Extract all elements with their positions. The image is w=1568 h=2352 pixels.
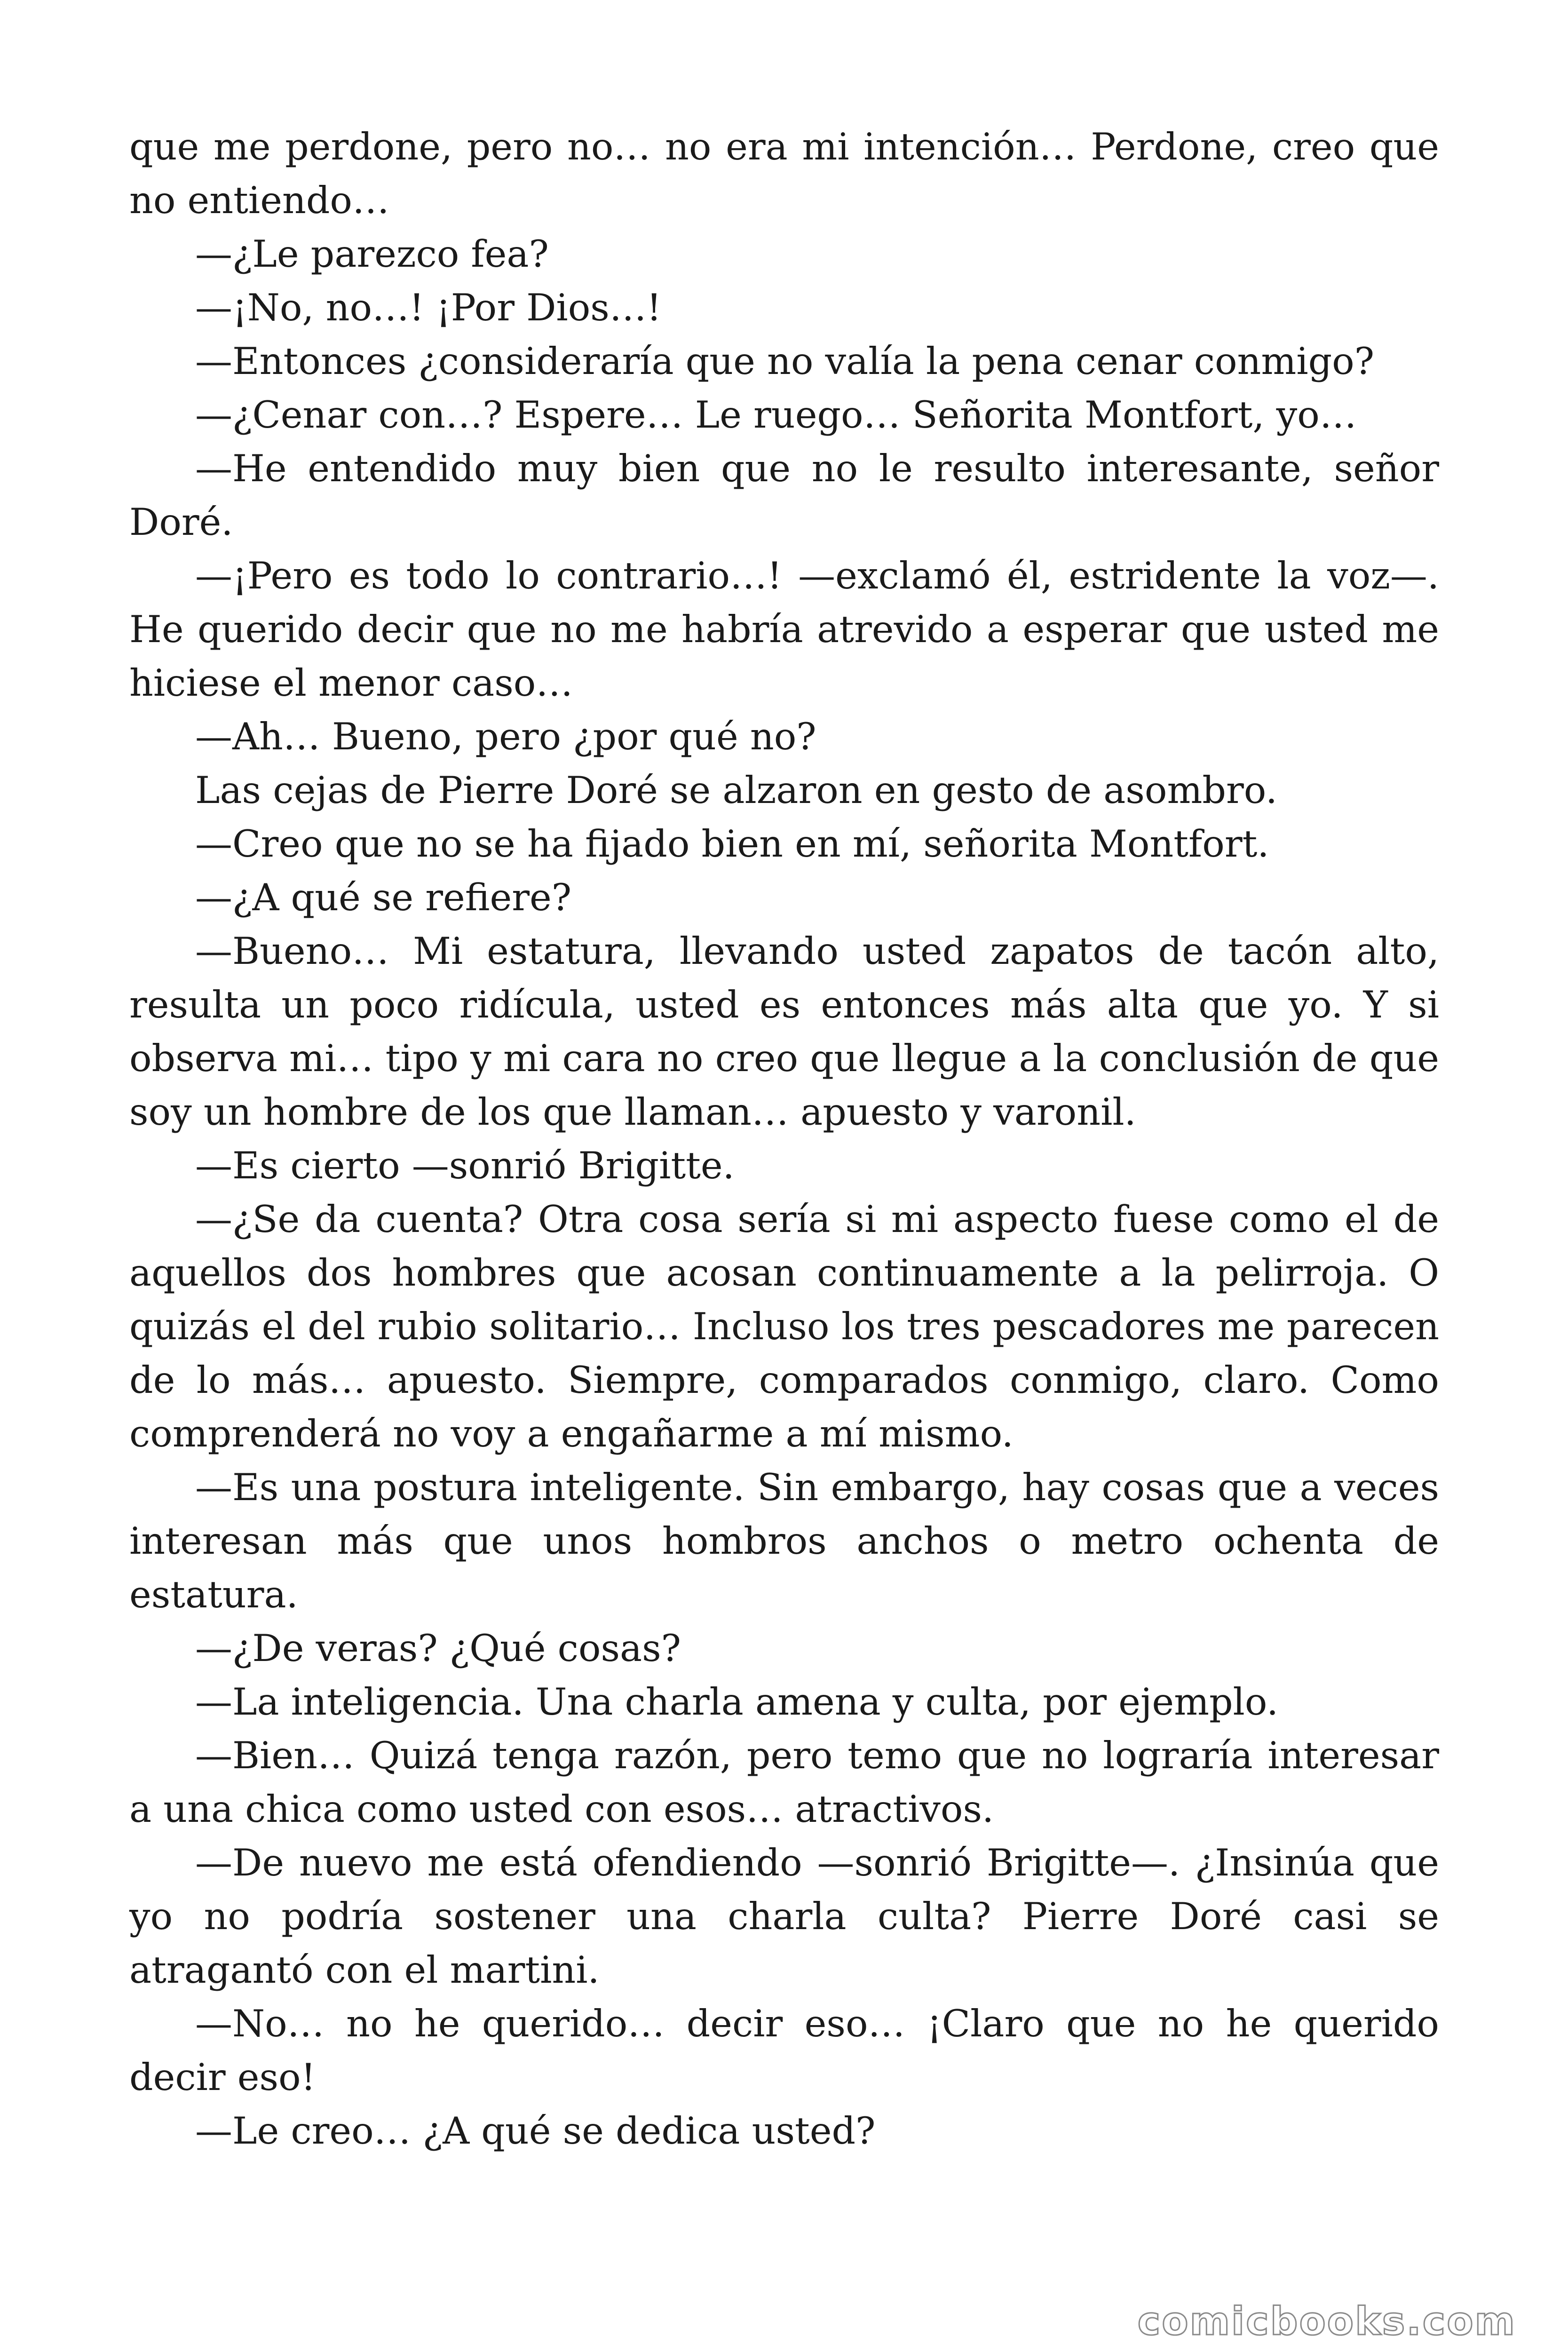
paragraph: que me perdone, pero no… no era mi intención… Perdone, creo que no entiendo… [129,125,1439,222]
paragraph: —Bien… Quizá tenga razón, pero temo que no lograría interesar a una chica como usted con esos… atractivos. [129,1734,1439,1831]
paragraph: —Creo que no se ha fijado bien en mí, señorita Montfort. [195,822,1269,866]
paragraph: —La inteligencia. Una charla amena y culta, por ejemplo. [195,1680,1279,1724]
paragraph: —¿Cenar con…? Espere… Le ruego… Señorita Montfort, yo… [195,393,1357,437]
paragraph: —Es cierto —sonrió Brigitte. [195,1144,735,1187]
paragraph: —¡Pero es todo lo contrario…! —exclamó él, estridente la voz—. He querido decir que no me habría atrevido a esperar que usted me hiciese el menor caso… [129,554,1439,705]
paragraph: —¿A qué se refiere? [195,876,572,919]
paragraph: —No… no he querido… decir eso… ¡Claro que no he querido decir eso! [129,2002,1439,2099]
paragraph: —¿Le parezco fea? [195,232,549,276]
page-text [129,120,1439,2158]
paragraph: —Bueno… Mi estatura, llevando usted zapatos de tacón alto, resulta un poco ridícula, usted es entonces más alta que yo. Y si observa mi… tipo y mi cara no creo que llegue a la conclusión de que soy un hombre de los que llaman… apuesto y varonil. [129,930,1439,1134]
paragraph: —¿De veras? ¿Qué cosas? [195,1627,681,1670]
paragraph: —Es una postura inteligente. Sin embargo, hay cosas que a veces interesan más que unos hombros anchos o metro ochenta de estatura. [129,1466,1439,1616]
paragraph: —Ah… Bueno, pero ¿por qué no? [195,715,816,758]
paragraph: —¿Se da cuenta? Otra cosa sería si mi aspecto fuese como el de aquellos dos hombres que acosan continuamente a la pelirroja. O quizás el del rubio solitario… Incluso los tres pescadores me parecen de lo más… apuesto. Siempre, comparados conmigo, claro. Como comprenderá no voy a engañarme a mí mismo. [129,1198,1439,1455]
paragraph: —Le creo… ¿A qué se dedica usted? [195,2109,876,2153]
watermark: comicbooks.com [1137,2299,1516,2344]
paragraph: —Entonces ¿consideraría que no valía la pena cenar conmigo? [195,340,1375,383]
paragraph: —De nuevo me está ofendiendo —sonrió Brigitte—. ¿Insinúa que yo no podría sostener una charla culta? Pierre Doré casi se atragantó con el martini. [129,1841,1439,1992]
paragraph: —¡No, no…! ¡Por Dios…! [195,286,662,329]
paragraph: —He entendido muy bien que no le resulto interesante, señor Doré. [129,447,1439,544]
paragraph: Las cejas de Pierre Doré se alzaron en gesto de asombro. [195,769,1277,812]
